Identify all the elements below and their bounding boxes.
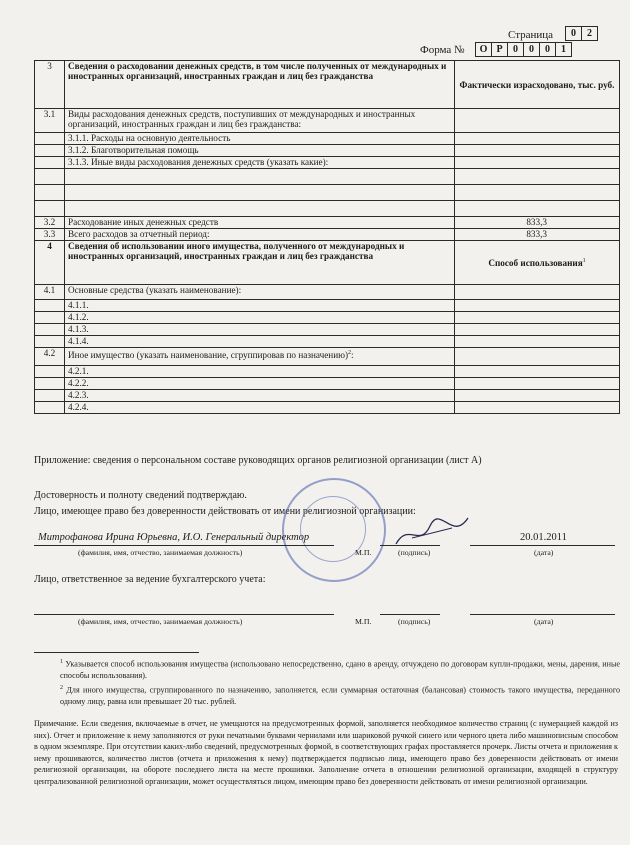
section-4-number: 4 bbox=[35, 241, 65, 285]
row-3-3-number: 3.3 bbox=[35, 229, 65, 241]
row-3-3-text: Всего расходов за отчетный период: bbox=[65, 229, 455, 241]
accountant-signature-underline bbox=[380, 614, 440, 615]
row-3-1-text: Виды расходования денежных средств, поступивших от международных и иностранных организаций, иностранных граждан и лиц без гражданства: bbox=[65, 109, 455, 133]
report-table bbox=[34, 60, 620, 414]
row-3-1-2: 3.1.2. Благотворительная помощь bbox=[65, 145, 455, 157]
form-code-char: 0 bbox=[524, 43, 540, 57]
row-4-2-text: Иное имущество (указать наименование, сгруппировав по назначению)$^2$: bbox=[65, 348, 455, 366]
caption-date: (дата) bbox=[534, 617, 554, 626]
signature-underline bbox=[380, 545, 440, 546]
caption-fio: (фамилия, имя, отчество, занимаемая должность) bbox=[78, 548, 243, 557]
caption-fio: (фамилия, имя, отчество, занимаемая должность) bbox=[78, 617, 243, 626]
section-4-column-header: Способ использования$^1$ bbox=[455, 241, 620, 285]
row-3-1-number: 3.1 bbox=[35, 109, 65, 133]
confirm-text: Достоверность и полноту сведений подтверждаю. bbox=[34, 490, 247, 501]
appendix-text: Приложение: сведения о персональном составе руководящих органов религиозной организации (лист А) bbox=[34, 455, 482, 466]
note-text: Примечание. Если сведения, включаемые в отчет, не умещаются на предусмотренных формой, заполняется необходимое количество страниц (с нумерацией каждой из них). Отчет и приложение к нему заполняются от руки печатными буквами чернилами или шариковой ручкой синего или черного цвета либо машинописным способом в одном экземпляре. При отсутствии каких-либо сведений, предусмотренных формой, в соответствующих графах проставляется прочерк. Листы отчета и приложения к нему прошиваются, количество листов (отчета и приложения к нему) подтверждается подписью лица, имеющего право без доверенности действовать от имени религиозной организации, на обороте последнего листа на месте прошивки. Заполнение отчета в отношении религиозной организации, входящей в структуру централизованной религиозной организации, может осуществляться лицом, имеющим право без доверенности действовать от имени религиозной организации. bbox=[34, 719, 618, 786]
row-3-2-text: Расходование иных денежных средств bbox=[65, 217, 455, 229]
row-4-1-3: 4.1.3. bbox=[65, 324, 455, 336]
section-3-number: 3 bbox=[35, 61, 65, 109]
sign-date: 20.01.2011 bbox=[520, 532, 567, 543]
row-4-2-1: 4.2.1. bbox=[65, 366, 455, 378]
date-underline bbox=[470, 545, 615, 546]
section-3-column-header: Фактически израсходовано, тыс. руб. bbox=[455, 61, 620, 109]
row-3-2-number: 3.2 bbox=[35, 217, 65, 229]
accountant-underline bbox=[34, 614, 334, 615]
form-label: Форма № bbox=[420, 44, 465, 56]
signature-image bbox=[392, 512, 472, 552]
form-code-char: 1 bbox=[556, 43, 572, 57]
footnote-separator bbox=[34, 652, 199, 653]
row-3-1-1: 3.1.1. Расходы на основную деятельность bbox=[65, 133, 455, 145]
row-4-1-number: 4.1 bbox=[35, 285, 65, 300]
row-4-1-text: Основные средства (указать наименование): bbox=[65, 285, 455, 300]
page-number-boxes bbox=[565, 26, 598, 41]
footnote-2: $^2$ Для иного имущества, сгруппированного по назначению, заполняется, если суммарная остаточная (балансовая) стоимость такого имущества, переданного одному лицу, равна или превышает 20 тыс. рублей. bbox=[60, 685, 621, 707]
form-code-char: О bbox=[476, 43, 492, 57]
signer-underline bbox=[34, 545, 334, 546]
caption-sign: (подпись) bbox=[398, 548, 431, 557]
row-4-1-4: 4.1.4. bbox=[65, 336, 455, 348]
caption-date: (дата) bbox=[534, 548, 554, 557]
section-4-title: Сведения об использовании иного имущества, полученного от международных и иностранных организаций, иностранных граждан и лиц без гражданства bbox=[65, 241, 455, 285]
row-blank bbox=[65, 185, 455, 201]
accountant-date-underline bbox=[470, 614, 615, 615]
section-3-title: Сведения о расходовании денежных средств, в том числе полученных от международных и иностранных организаций, иностранных граждан и лиц без гражданства bbox=[65, 61, 455, 109]
row-4-2-2: 4.2.2. bbox=[65, 378, 455, 390]
row-3-2-value: 833,3 bbox=[455, 217, 620, 229]
row-4-1-1: 4.1.1. bbox=[65, 300, 455, 312]
authorized-label: Лицо, имеющее право без доверенности действовать от имени религиозной организации: bbox=[34, 506, 416, 517]
form-code-boxes bbox=[475, 42, 572, 57]
signer-name: Митрофанова Ирина Юрьевна, И.О. Генеральный директор bbox=[38, 532, 310, 543]
form-code-char: Р bbox=[492, 43, 508, 57]
accountant-label: Лицо, ответственное за ведение бухгалтерского учета: bbox=[34, 574, 266, 585]
form-code-char: 0 bbox=[508, 43, 524, 57]
page-digit: 0 bbox=[566, 27, 582, 41]
row-4-2-3: 4.2.3. bbox=[65, 390, 455, 402]
footnote-1: $^1$ Указывается способ использования имущества (использовано непосредственно, сдано в аренду, отчуждено по договорам купли-продажи, мены, дарения, иные способы использования). bbox=[60, 659, 620, 681]
page-digit: 2 bbox=[582, 27, 598, 41]
row-blank bbox=[65, 169, 455, 185]
caption-sign: (подпись) bbox=[398, 617, 431, 626]
page-label: Страница bbox=[508, 29, 554, 41]
row-4-1-2: 4.1.2. bbox=[65, 312, 455, 324]
row-blank bbox=[65, 201, 455, 217]
form-code-char: 0 bbox=[540, 43, 556, 57]
row-3-3-value: 833,3 bbox=[455, 229, 620, 241]
caption-mp: М.П. bbox=[355, 617, 372, 626]
row-4-2-number: 4.2 bbox=[35, 348, 65, 366]
caption-mp: М.П. bbox=[355, 548, 372, 557]
row-3-1-3: 3.1.3. Иные виды расходования денежных средств (указать какие): bbox=[65, 157, 455, 169]
row-4-2-4: 4.2.4. bbox=[65, 402, 455, 414]
